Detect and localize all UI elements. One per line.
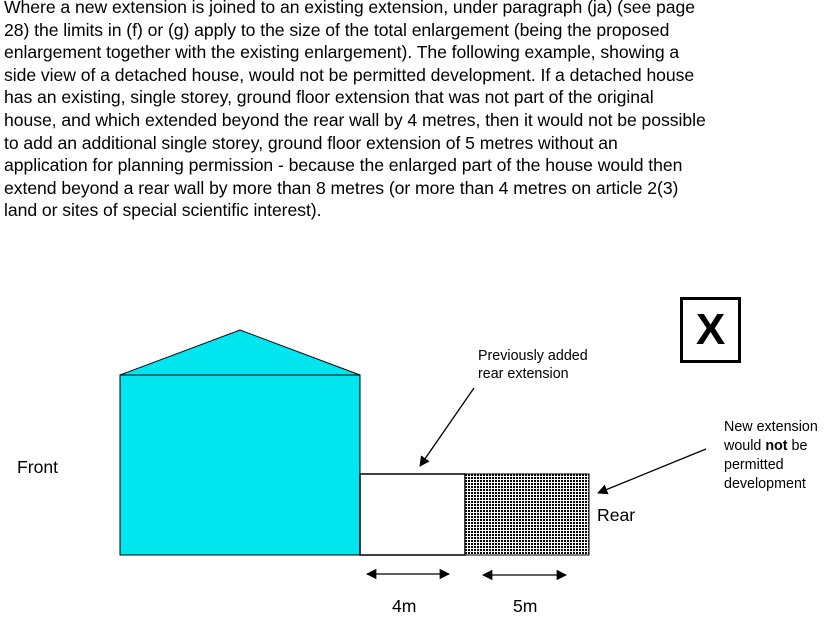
paragraph-line: to add an additional single storey, ground floor extension of 5 metres without an [4, 132, 618, 153]
existing-extension [360, 474, 465, 555]
new-extension-label-line: permitted [724, 457, 784, 473]
new-extension-label-line: New extension [724, 419, 818, 435]
new-extension-label-prefix: would [724, 438, 766, 454]
rear-label: Rear [597, 505, 636, 525]
paragraph-line: extend beyond a rear wall by more than 8 metres (or more than 4 metres on article 2(3) [4, 177, 679, 198]
house-body [120, 375, 360, 555]
new-extension-label [724, 418, 818, 494]
new-extension-label-suffix: be [787, 438, 808, 454]
paragraph-line: land or sites of special scientific interest). [4, 200, 322, 221]
paragraph-line: 28) the limits in (f) or (g) apply to the size of the total enlargement (being the proposed [4, 19, 670, 40]
paragraph-line: application for planning permission - because the enlarged part of the house would then [4, 155, 683, 176]
existing-extension-pointer-arrow [420, 388, 474, 466]
paragraph-line: enlargement together with the existing enlargement). The following example, showing a [4, 42, 680, 63]
existing-extension-label-line: Previously added [478, 348, 588, 364]
house-roof [120, 330, 360, 375]
front-label: Front [17, 457, 59, 477]
new-extension [465, 474, 589, 555]
new-extension-pointer-arrow [598, 449, 706, 493]
paragraph-line: side view of a detached house, would not be permitted development. If a detached house [4, 64, 695, 85]
new-extension-label-line: development [724, 476, 806, 492]
paragraph-line: house, and which extended beyond the rear wall by 4 metres, then it would not be possible [4, 109, 706, 130]
dimension-4m-label: 4m [392, 596, 417, 616]
existing-extension-label [478, 347, 588, 383]
new-extension-label-line [724, 437, 818, 456]
paragraph-line: has an existing, single storey, ground floor extension that was not part of the original [4, 87, 654, 108]
new-extension-label-emphasis: not [765, 438, 788, 454]
existing-extension-label-line: rear extension [478, 366, 569, 382]
paragraph-line: Where a new extension is joined to an existing extension, under paragraph (ja) (see page [4, 0, 695, 17]
not-permitted-x-mark: X [680, 297, 741, 363]
dimension-5m-label: 5m [513, 596, 538, 616]
